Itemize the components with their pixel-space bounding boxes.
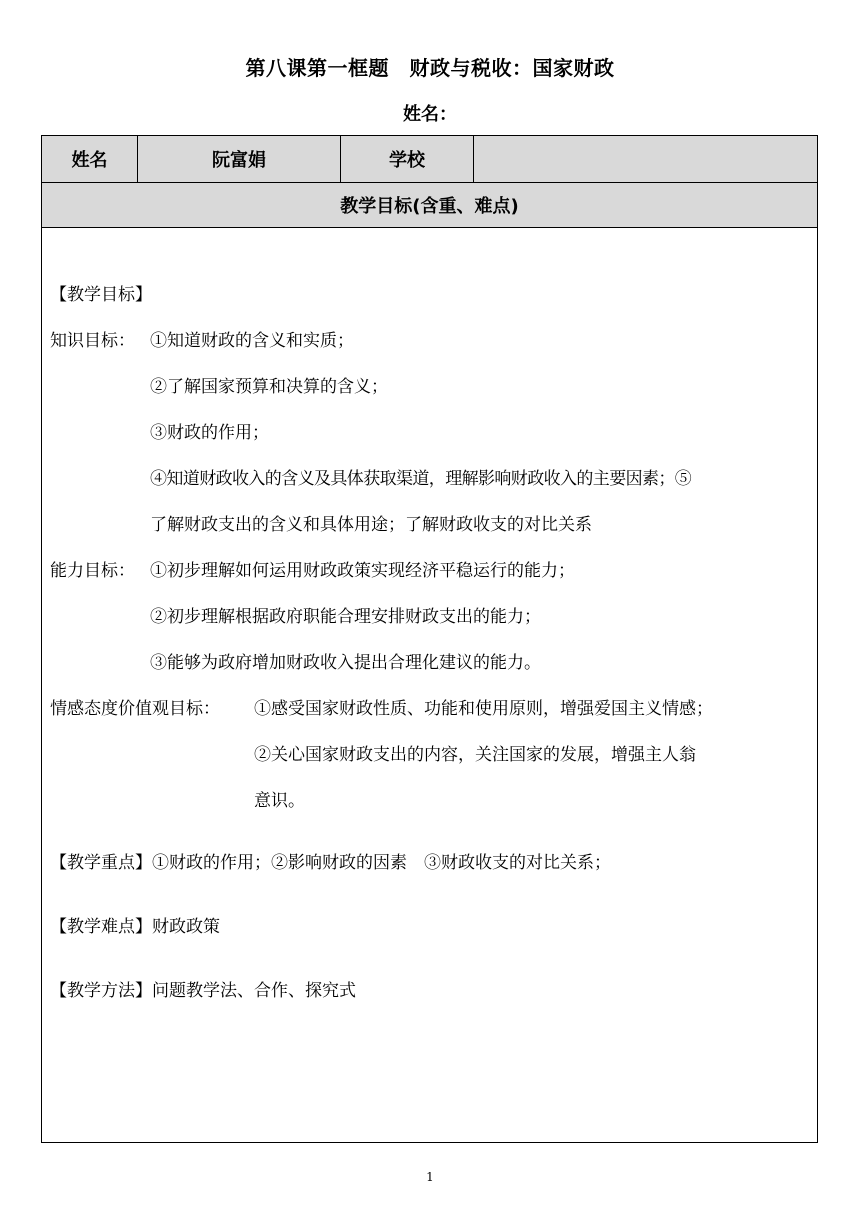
objectives-heading: 【教学目标】 [50, 285, 152, 305]
knowledge-item: 了解财政支出的含义和具体用途；了解财政收支的对比关系 [150, 515, 592, 535]
section-title: 教学目标(含重、难点) [42, 183, 817, 228]
name-field-label: 姓名： [403, 104, 457, 125]
knowledge-item: ④知道财政收入的含义及具体获取渠道，理解影响财政收入的主要因素；⑤ [150, 469, 692, 489]
emotion-label: 情感态度价值观目标： [50, 699, 220, 719]
knowledge-item: ②了解国家预算和决算的含义； [150, 377, 388, 397]
emotion-item: 意识。 [254, 791, 305, 811]
emotion-item: ②关心国家财政支出的内容，关注国家的发展，增强主人翁 [254, 745, 696, 765]
lesson-table [41, 135, 818, 1143]
teaching-methods: 【教学方法】问题教学法、合作、探究式 [50, 981, 356, 1001]
page-number: 1 [426, 1170, 434, 1184]
info-row [42, 136, 817, 183]
emotion-item: ①感受国家财政性质、功能和使用原则，增强爱国主义情感； [254, 699, 713, 719]
knowledge-item: ③财政的作用； [150, 423, 269, 443]
knowledge-item: ①知道财政的含义和实质； [150, 331, 354, 351]
ability-item: ①初步理解如何运用财政政策实现经济平稳运行的能力； [150, 561, 575, 581]
name-label-cell: 姓名 [42, 136, 138, 182]
ability-item: ②初步理解根据政府职能合理安排财政支出的能力； [150, 607, 541, 627]
ability-item: ③能够为政府增加财政收入提出合理化建议的能力。 [150, 653, 541, 673]
document-title: 第八课第一框题 财政与税收：国家财政 [245, 56, 615, 80]
name-value-cell: 阮富娟 [138, 136, 341, 182]
school-value-cell [474, 136, 817, 182]
key-points: 【教学重点】①财政的作用；②影响财政的因素 ③财政收支的对比关系； [50, 853, 611, 873]
knowledge-label: 知识目标： [50, 331, 135, 351]
school-label-cell: 学校 [341, 136, 474, 182]
ability-label: 能力目标： [50, 561, 135, 581]
difficulty: 【教学难点】财政政策 [50, 917, 220, 937]
